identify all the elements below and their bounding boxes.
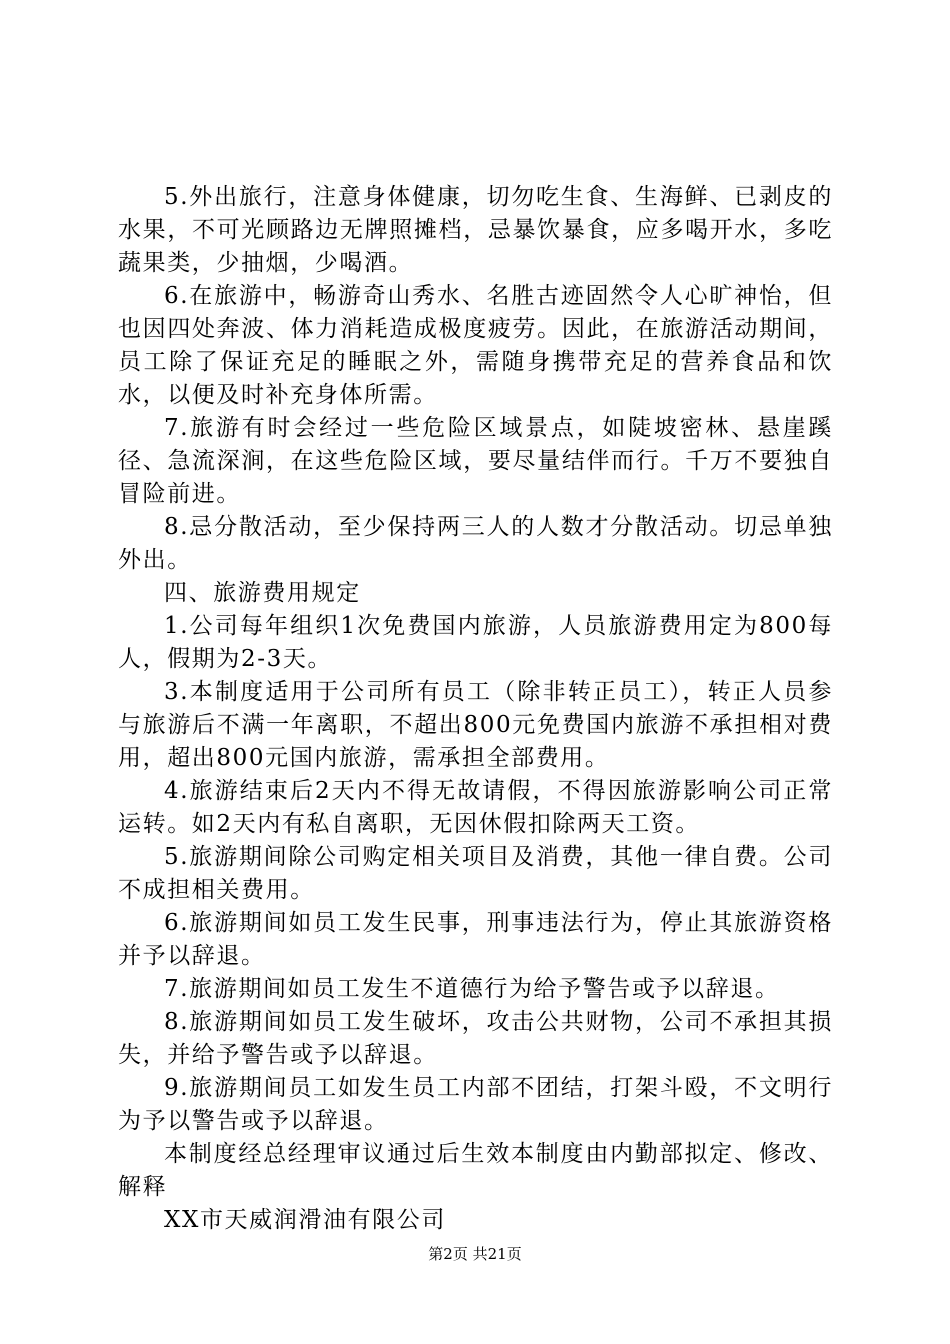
paragraph-fighting: 9.旅游期间员工如发生员工内部不团结，打架斗殴，不文明行为予以警告或予以辞退。 (118, 1075, 833, 1134)
paragraph-rest-and-nutrition: 6.在旅游中，畅游奇山秀水、名胜古迹固然令人心旷神怡，但也因四处奔波、体力消耗造成极度疲劳。因此，在旅游活动期间，员工除了保证充足的睡眠之外，需随身携带充足的营养食品和饮水，以便及时补充身体所需。 (118, 283, 833, 408)
paragraph-property-damage: 8.旅游期间如员工发生破坏，攻击公共财物，公司不承担其损失，并给予警告或予以辞退。 (118, 1009, 833, 1068)
paragraph-group-activity: 8.忌分散活动，至少保持两三人的人数才分散活动。切忌单独外出。 (118, 514, 833, 573)
paragraph-applicability: 3.本制度适用于公司所有员工（除非转正员工），转正人员参与旅游后不满一年离职，不超出800元免费国内旅游不承担相对费用，超出800元国内旅游，需承担全部费用。 (118, 679, 833, 771)
paragraph-legal-violation: 6.旅游期间如员工发生民事，刑事违法行为，停止其旅游资格并予以辞退。 (118, 910, 833, 969)
document-body (118, 181, 833, 1237)
page-number-footer: 第2页 共21页 (428, 1245, 522, 1263)
section-heading-travel-costs: 四、旅游费用规定 (164, 580, 361, 606)
paragraph-danger-zones: 7.旅游有时会经过一些危险区域景点，如陡坡密林、悬崖蹊径、急流深涧，在这些危险区域，要尽量结伴而行。千万不要独自冒险前进。 (118, 415, 833, 507)
paragraph-effective-clause: 本制度经总经理审议通过后生效本制度由内勤部拟定、修改、解释 (118, 1141, 833, 1200)
paragraph-post-trip-leave: 4.旅游结束后2天内不得无故请假，不得因旅游影响公司正常运转。如2天内有私自离职，无因休假扣除两天工资。 (118, 778, 833, 837)
paragraph-self-paid: 5.旅游期间除公司购定相关项目及消费，其他一律自费。公司不成担相关费用。 (118, 844, 833, 903)
paragraph-diet-advice: 5.外出旅行，注意身体健康，切勿吃生食、生海鲜、已剥皮的水果，不可光顾路边无牌照摊档，忌暴饮暴食，应多喝开水，多吃蔬果类，少抽烟，少喝酒。 (118, 184, 833, 276)
company-signature: XX市天威润滑油有限公司 (164, 1207, 446, 1233)
paragraph-misconduct: 7.旅游期间如员工发生不道德行为给予警告或予以辞退。 (164, 976, 780, 1002)
paragraph-annual-trip: 1.公司每年组织1次免费国内旅游，人员旅游费用定为800每人，假期为2-3天。 (118, 613, 833, 672)
